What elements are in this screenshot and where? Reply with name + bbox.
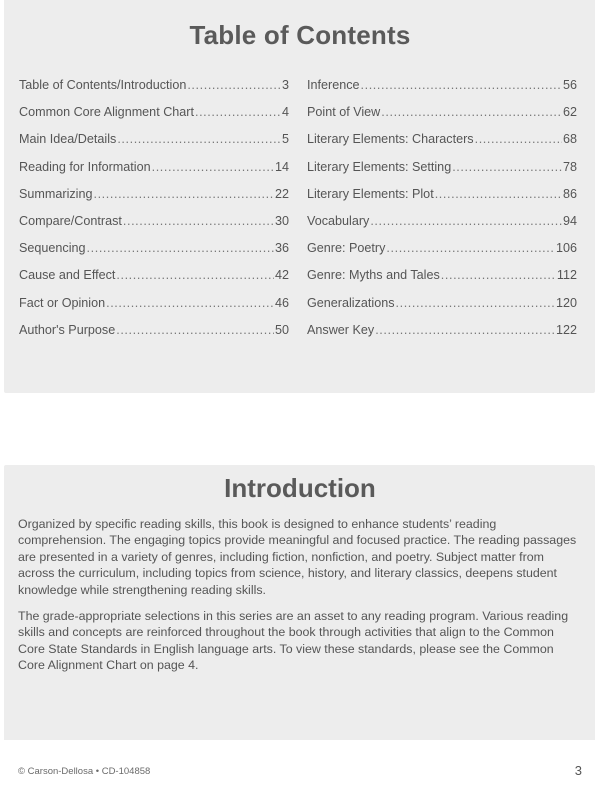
toc-entry [307, 268, 577, 295]
toc-entry-page: 30 [274, 213, 289, 228]
toc-entry [307, 187, 577, 214]
toc-entry-page: 50 [274, 322, 289, 337]
toc-leader-dots [381, 105, 562, 119]
toc-entry-page: 36 [274, 241, 289, 256]
toc-entry [307, 296, 577, 323]
toc-entry [307, 78, 577, 105]
toc-entry [19, 132, 289, 159]
toc-entry-page: 68 [562, 132, 577, 147]
toc-entry [19, 187, 289, 214]
toc-entry-page: 78 [562, 159, 577, 174]
toc-entry-page: 62 [562, 105, 577, 120]
toc-leader-dots [361, 78, 562, 92]
toc-leader-dots [106, 296, 274, 310]
toc-entry [307, 160, 577, 187]
toc-entry-label: Common Core Alignment Chart [19, 105, 194, 120]
intro-title: Introduction [224, 473, 376, 503]
toc-entry [19, 105, 289, 132]
toc-entry-label: Compare/Contrast [19, 213, 122, 228]
intro-paragraph: Organized by specific reading skills, this book is designed to enhance students’ reading comprehension. The engaging topics provide meaningful and focused practice. The reading passages are presented in a variety of genres, including fiction, nonfiction, and poetry. Subject matter from across the curriculum, including topics from science, history, and literary classics, deepens student knowledge while strengthening reading skills. [18, 517, 577, 597]
toc-entry-label: Literary Elements: Characters [307, 132, 474, 147]
toc-entry [307, 323, 577, 350]
toc-entry-page: 86 [562, 186, 577, 201]
intro-paragraph: The grade-appropriate selections in this series are an asset to any reading program. Various reading skills and concepts are reinforced throughout the book through activities that align to the Common Core State Standards in English language arts. To view these standards, please see the Common Core Alignment Chart on page 4. [18, 609, 569, 673]
toc-entry-label: Point of View [307, 105, 381, 120]
toc-entry-label: Inference [307, 78, 360, 92]
toc-entry [19, 323, 289, 350]
toc-entry-page: 4 [281, 105, 289, 120]
toc-entry-label: Sequencing [19, 241, 86, 256]
toc-entry-page: 94 [562, 213, 577, 228]
toc-leader-dots [123, 214, 274, 228]
toc-entry-label: Answer Key [307, 322, 375, 337]
toc-leader-dots [93, 187, 274, 201]
toc-entry [19, 78, 289, 105]
intro-body [18, 516, 583, 684]
toc-entry-label: Author's Purpose [19, 322, 116, 337]
toc-entry [307, 105, 577, 132]
toc-leader-dots [386, 241, 555, 255]
toc-entry-page: 14 [274, 159, 289, 174]
toc-entry-label: Literary Elements: Setting [307, 159, 452, 174]
toc-leader-dots [441, 268, 556, 282]
toc-entry-label: Summarizing [19, 186, 93, 201]
toc-entry-page: 122 [555, 322, 577, 337]
toc-entry-page: 120 [555, 295, 577, 310]
toc-leader-dots [375, 323, 555, 337]
toc-entry-label: Literary Elements: Plot [307, 186, 434, 201]
toc-entry [307, 132, 577, 159]
toc-leader-dots [116, 323, 274, 337]
toc-entry-label: Generalizations [307, 295, 395, 310]
toc-leader-dots [370, 214, 562, 228]
toc-leader-dots [475, 132, 562, 146]
toc-leader-dots [396, 296, 555, 310]
toc-entry-label: Fact or Opinion [19, 295, 106, 310]
toc-entry [307, 241, 577, 268]
toc-entry [19, 268, 289, 295]
toc-leader-dots [195, 105, 281, 119]
toc-entry [19, 296, 289, 323]
toc-entry-label: Table of Contents/Introduction [19, 78, 187, 92]
toc-entry-page: 56 [562, 78, 577, 92]
toc-leader-dots [117, 132, 281, 146]
toc-right-column [307, 78, 577, 350]
toc-leader-dots [116, 268, 274, 282]
toc-leader-dots [452, 160, 562, 174]
footer-publisher: © Carson-Dellosa • CD-104858 [18, 766, 151, 777]
toc-entry [19, 160, 289, 187]
toc-entry-label: Genre: Myths and Tales [307, 268, 440, 283]
toc-entry-label: Cause and Effect [19, 268, 116, 283]
toc-entry-label: Reading for Information [19, 159, 151, 174]
toc-entry-label: Genre: Poetry [307, 241, 386, 256]
toc-left-column [19, 78, 289, 350]
toc-entry [19, 214, 289, 241]
toc-entry [19, 241, 289, 268]
toc-entry-page: 46 [274, 295, 289, 310]
toc-leader-dots [87, 241, 274, 255]
toc-entry-page: 106 [555, 241, 577, 256]
toc-entry-page: 3 [281, 78, 289, 92]
toc-entry-page: 112 [556, 268, 577, 283]
toc-entry-page: 5 [281, 132, 289, 147]
toc-title: Table of Contents [189, 20, 411, 50]
toc-entry-page: 42 [274, 268, 289, 283]
page-number: 3 [574, 763, 582, 778]
toc-entry-label: Main Idea/Details [19, 132, 117, 147]
toc-entry [307, 214, 577, 241]
toc-leader-dots [187, 78, 281, 92]
toc-leader-dots [435, 187, 562, 201]
toc-entry-label: Vocabulary [307, 213, 370, 228]
toc-entry-page: 22 [274, 186, 289, 201]
toc-leader-dots [152, 160, 274, 174]
separator-band [4, 393, 595, 465]
